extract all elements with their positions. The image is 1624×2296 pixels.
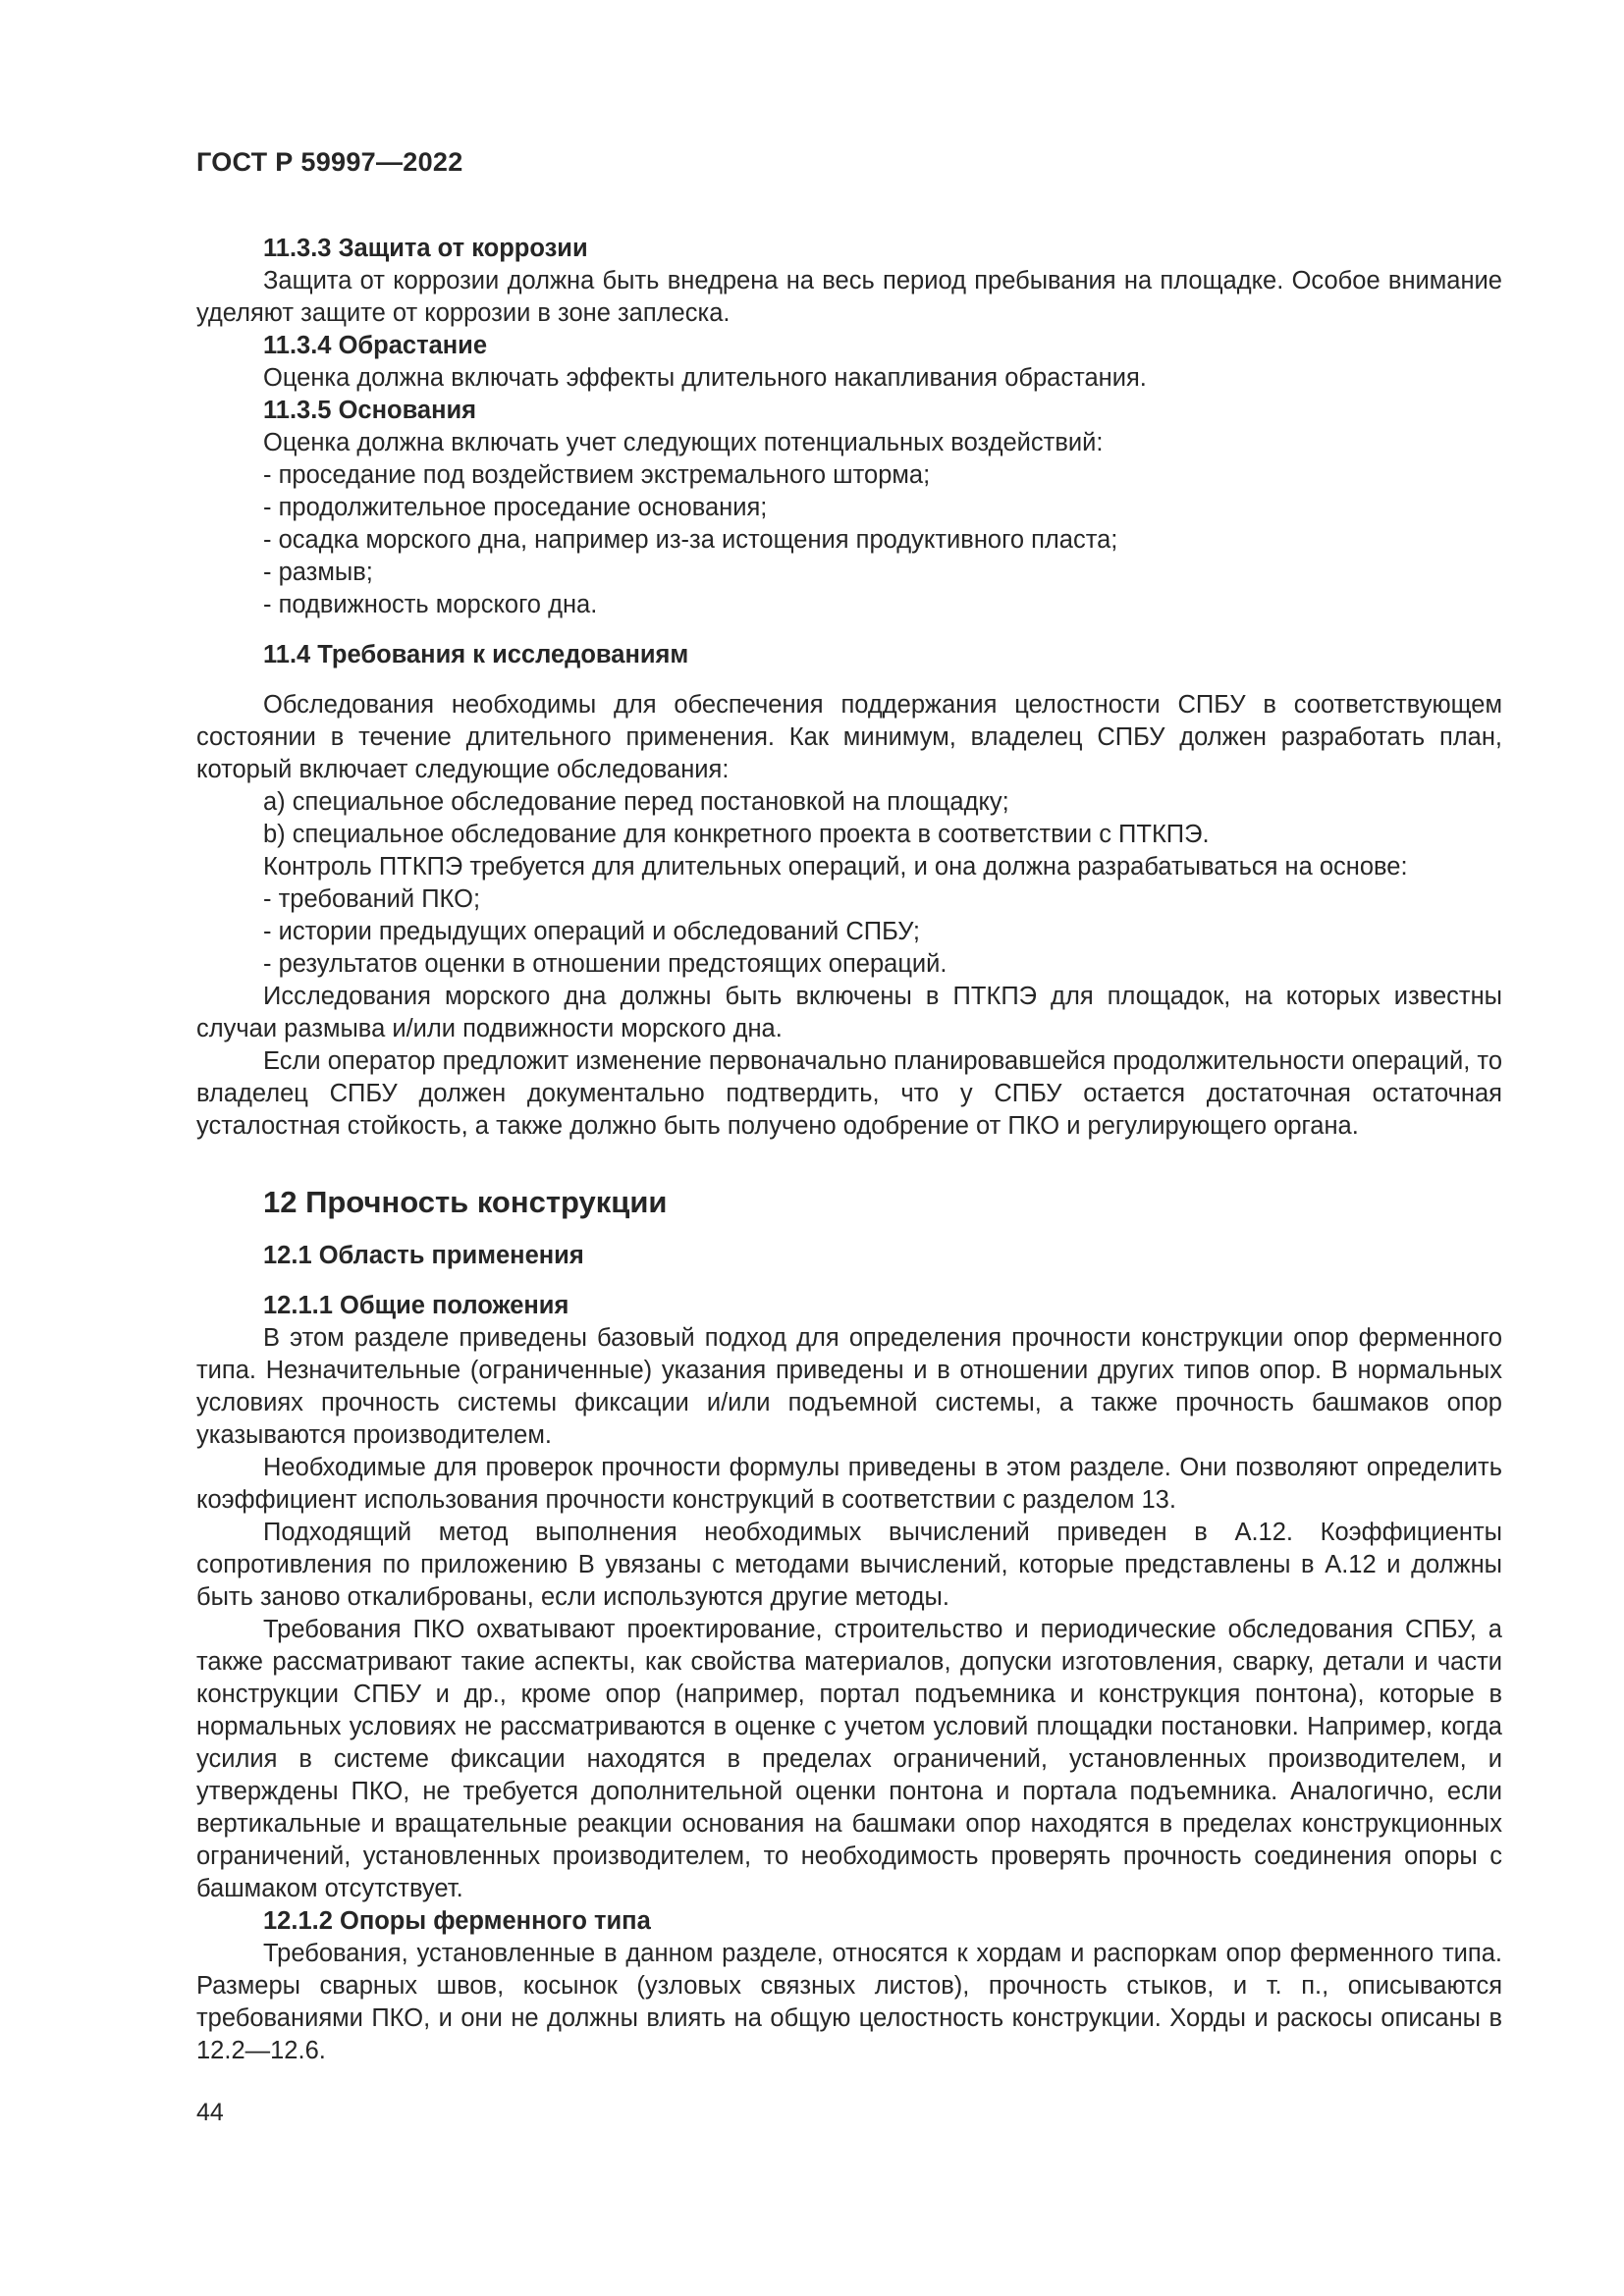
heading-11-3-3: 11.3.3 Защита от коррозии xyxy=(263,235,588,262)
list-item: - требований ПКО; xyxy=(263,885,481,913)
paragraph: Оценка должна включать учет следующих потенциальных воздействий: xyxy=(263,429,1104,456)
document-body xyxy=(196,233,1502,2067)
heading-12-1-1: 12.1.1 Общие положения xyxy=(263,1292,569,1319)
list-item: - проседание под воздействием экстремального шторма; xyxy=(263,461,931,489)
list-item: - продолжительное проседание основания; xyxy=(263,494,768,521)
heading-12-1: 12.1 Область применения xyxy=(263,1242,584,1269)
paragraph: Необходимые для проверок прочности формулы приведены в этом разделе. Они позволяют определить коэффициент использования прочности конструкций в соответствии с разделом 13. xyxy=(196,1454,1502,1514)
list-item: - результатов оценки в отношении предстоящих операций. xyxy=(263,950,947,978)
paragraph: Оценка должна включать эффекты длительного накапливания обрастания. xyxy=(263,364,1147,392)
heading-12-1-2: 12.1.2 Опоры ферменного типа xyxy=(263,1907,651,1935)
list-item: - осадка морского дна, например из-за истощения продуктивного пласта; xyxy=(263,526,1118,554)
list-item: - размыв; xyxy=(263,559,373,586)
document-page xyxy=(196,147,1502,2067)
paragraph: Требования, установленные в данном разделе, относятся к хордам и распоркам опор ферменного типа. Размеры сварных швов, косынок (узловых связных листов), прочность стыков, и т. п., описываются требованиями ПКО, и они не должны влиять на общую целостность конструкции. Хорды и раскосы описаны в 12.2—12.6. xyxy=(196,1940,1502,2064)
list-item: - истории предыдущих операций и обследований СПБУ; xyxy=(263,918,920,945)
section-title-12: 12 Прочность конструкции xyxy=(263,1185,668,1219)
heading-11-3-5: 11.3.5 Основания xyxy=(263,397,477,424)
paragraph: В этом разделе приведены базовый подход для определения прочности конструкции опор ферменного типа. Незначительные (ограниченные) указания приведены и в отношении других типов опор. В нормальных условиях прочность системы фиксации и/или подъемной системы, а также прочность башмаков опор указываются производителем. xyxy=(196,1324,1502,1449)
list-item: - подвижность морского дна. xyxy=(263,591,598,618)
list-item: a) специальное обследование перед постановкой на площадку; xyxy=(263,788,1009,816)
paragraph: Контроль ПТКПЭ требуется для длительных операций, и она должна разрабатываться на основе: xyxy=(263,853,1408,881)
list-item: b) специальное обследование для конкретного проекта в соответствии с ПТКПЭ. xyxy=(263,821,1210,848)
paragraph: Защита от коррозии должна быть внедрена на весь период пребывания на площадке. Особое внимание уделяют защите от коррозии в зоне заплеска. xyxy=(196,267,1502,327)
document-header: ГОСТ Р 59997—2022 xyxy=(196,147,463,177)
page-number: 44 xyxy=(196,2099,224,2126)
heading-11-4: 11.4 Требования к исследованиям xyxy=(263,641,689,668)
paragraph: Подходящий метод выполнения необходимых вычислений приведен в А.12. Коэффициенты сопротивления по приложению В увязаны с методами вычислений, которые представлены в А.12 и должны быть заново откалиброваны, если используются другие методы. xyxy=(196,1519,1502,1611)
paragraph: Исследования морского дна должны быть включены в ПТКПЭ для площадок, на которых известны случаи размыва и/или подвижности морского дна. xyxy=(196,983,1502,1042)
paragraph: Обследования необходимы для обеспечения поддержания целостности СПБУ в соответствующем состоянии в течение длительного применения. Как минимум, владелец СПБУ должен разработать план, который включает следующие обследования: xyxy=(196,691,1502,783)
heading-11-3-4: 11.3.4 Обрастание xyxy=(263,332,488,359)
paragraph: Требования ПКО охватывают проектирование, строительство и периодические обследования СПБУ, а также рассматривают такие аспекты, как свойства материалов, допуски изготовления, сварку, детали и части конструкции СПБУ и др., кроме опор (например, портал подъемника и конструкция понтона), которые в нормальных условиях не рассматриваются в оценке с учетом условий площадки постановки. Например, когда усилия в системе фиксации находятся в пределах ограничений, установленных производителем, и утверждены ПКО, не требуется дополнительной оценки понтона и портала подъемника. Аналогично, если вертикальные и вращательные реакции основания на башмаки опор находятся в пределах конструкционных ограничений, установленных производителем, то необходимость проверять прочность соединения опоры с башмаком отсутствует. xyxy=(196,1616,1502,1902)
paragraph: Если оператор предложит изменение первоначально планировавшейся продолжительности операций, то владелец СПБУ должен документально подтвердить, что у СПБУ остается достаточная остаточная усталостная стойкость, а также должно быть получено одобрение от ПКО и регулирующего органа. xyxy=(196,1047,1502,1140)
